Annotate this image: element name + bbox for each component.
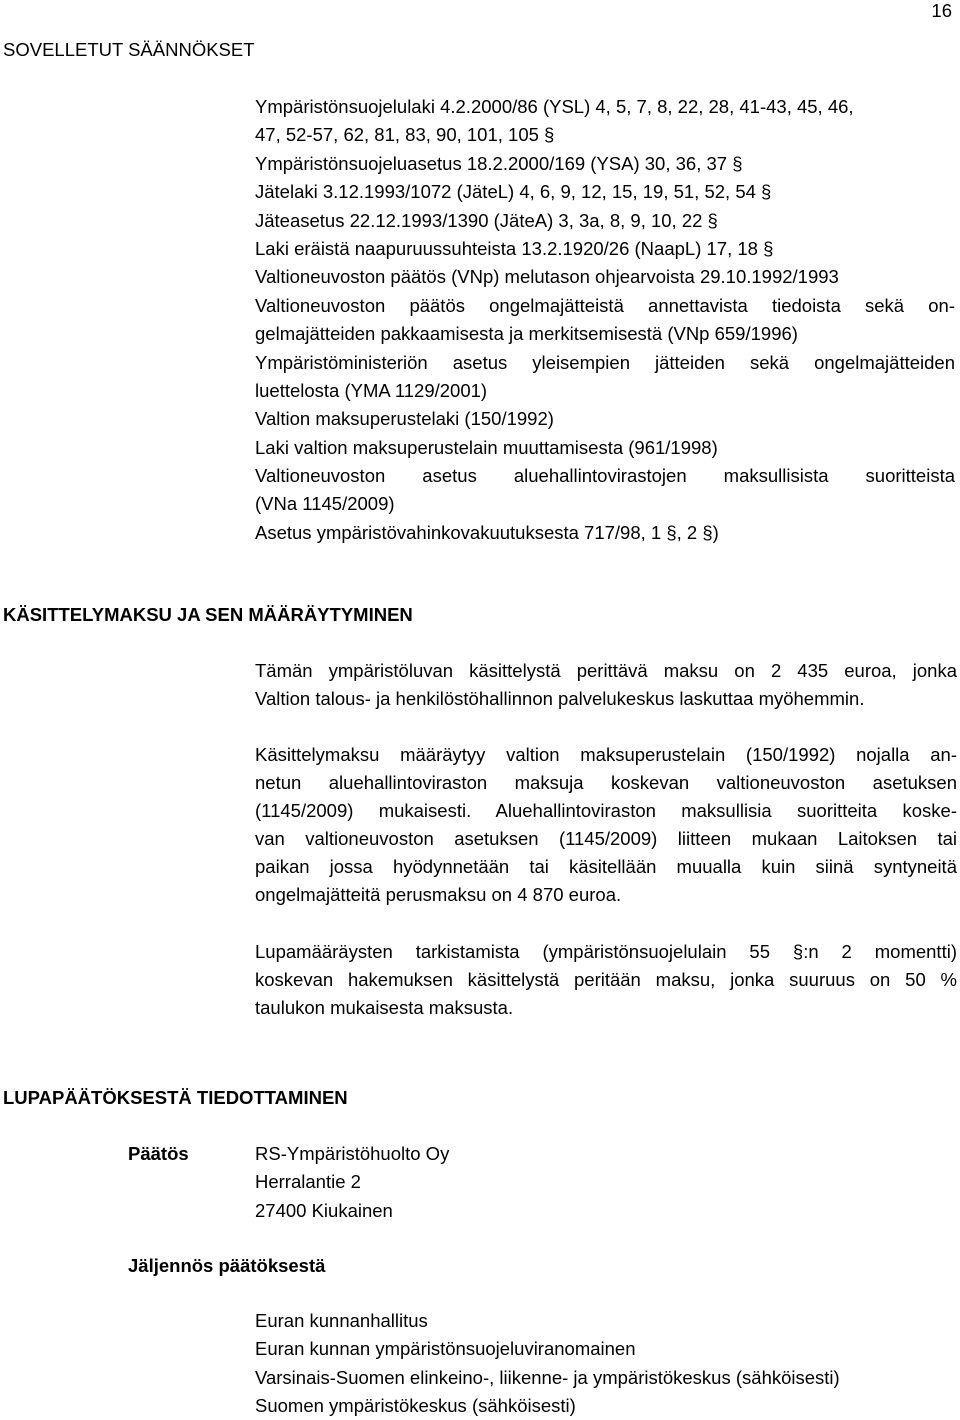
rule-line: Asetus ympäristövahinkovakuutuksesta 717/98, 1 §, 2 §) [255,521,719,543]
decision-recipient [255,1140,449,1225]
rule-line: Laki valtion maksuperustelain muuttamisesta (961/1998) [255,436,718,458]
paragraph-line: van valtioneuvoston asetuksen (1145/2009) liitteen mukaan Laitoksen tai [255,828,957,850]
recipient-line: Varsinais-Suomen elinkeino-, liikenne- ja ympäristökeskus (sähköisesti) [255,1366,840,1388]
paragraph-line: (1145/2009) mukaisesti. Aluehallintoviraston maksullisia suoritteita koske- [255,800,957,822]
rule-line: gelmajätteiden pakkaamisesta ja merkitsemisestä (VNp 659/1996) [255,323,798,345]
rule-line: 47, 52-57, 62, 81, 83, 90, 101, 105 § [255,124,555,146]
decision-label: Päätös [128,1143,189,1164]
fee-paragraph-1 [255,657,957,713]
rule-line: Ympäristöministeriön asetus yleisempien jätteiden sekä ongelmajätteiden [255,351,955,373]
paragraph-line: ongelmajätteitä perusmaksu on 4 870 euroa. [255,884,622,906]
recipient-line: Suomen ympäristökeskus (sähköisesti) [255,1394,576,1416]
copy-recipients [255,1307,840,1420]
paragraph-line: taulukon mukaisesta maksusta. [255,997,514,1019]
rule-line: Valtioneuvoston päätös (VNp) melutason ohjearvoista 29.10.1992/1993 [255,266,839,288]
paragraph-line: Lupamääräysten tarkistamista (ympäristönsuojelulain 55 §:n 2 momentti) [255,941,957,962]
section-heading-notification: LUPAPÄÄTÖKSESTÄ TIEDOTTAMINEN [3,1087,348,1108]
rule-line: Jätelaki 3.12.1993/1072 (JäteL) 4, 6, 9, 12, 15, 19, 51, 52, 54 § [255,181,772,203]
rule-line: Jäteasetus 22.12.1993/1390 (JäteA) 3, 3a, 8, 9, 10, 22 § [255,209,718,231]
recipient-line: RS-Ympäristöhuolto Oy [255,1143,450,1164]
section-heading-fee: KÄSITTELYMAKSU JA SEN MÄÄRÄYTYMINEN [3,604,413,625]
rule-line: Valtion maksuperustelaki (150/1992) [255,408,554,430]
fee-paragraph-3 [255,938,957,1022]
paragraph-line: netun aluehallintoviraston maksuja koskevan valtioneuvoston asetuksen [255,772,957,794]
rule-line: (VNa 1145/2009) [255,493,395,515]
section-heading-applied-rules: SOVELLETUT SÄÄNNÖKSET [3,39,255,60]
recipient-line: Euran kunnanhallitus [255,1310,428,1331]
paragraph-line: paikan jossa hyödynnetään tai käsitellään muualla kuin siinä syntyneitä [255,856,957,878]
rule-line: Ympäristönsuojelulaki 4.2.2000/86 (YSL) 4, 5, 7, 8, 22, 28, 41-43, 45, 46, [255,96,854,117]
rule-line: luettelosta (YMA 1129/2001) [255,379,488,401]
recipient-line: Euran kunnan ympäristönsuojeluviranomainen [255,1338,636,1360]
rule-line: Laki eräistä naapuruussuhteista 13.2.1920/26 (NaapL) 17, 18 § [255,237,774,259]
fee-paragraph-2 [255,741,957,910]
paragraph-line: Valtion talous- ja henkilöstöhallinnon palvelukeskus laskuttaa myöhemmin. [255,688,865,710]
recipient-line: Herralantie 2 [255,1171,361,1193]
rule-line: Valtioneuvoston päätös ongelmajätteistä annettavista tiedoista sekä on- [255,294,955,316]
rule-line: Valtioneuvoston asetus aluehallintovirastojen maksullisista suoritteista [255,465,955,487]
page-number: 16 [931,0,952,21]
recipient-line: 27400 Kiukainen [255,1199,393,1221]
paragraph-line: Käsittelymaksu määräytyy valtion maksuperustelain (150/1992) nojalla an- [255,744,957,765]
applied-rules-list [255,93,955,547]
paragraph-line: Tämän ympäristöluvan käsittelystä perittävä maksu on 2 435 euroa, jonka [255,660,957,681]
rule-line: Ympäristönsuojeluasetus 18.2.2000/169 (YSA) 30, 36, 37 § [255,152,743,174]
copy-label: Jäljennös päätöksestä [128,1255,326,1276]
paragraph-line: koskevan hakemuksen käsittelystä peritään maksu, jonka suuruus on 50 % [255,969,957,991]
